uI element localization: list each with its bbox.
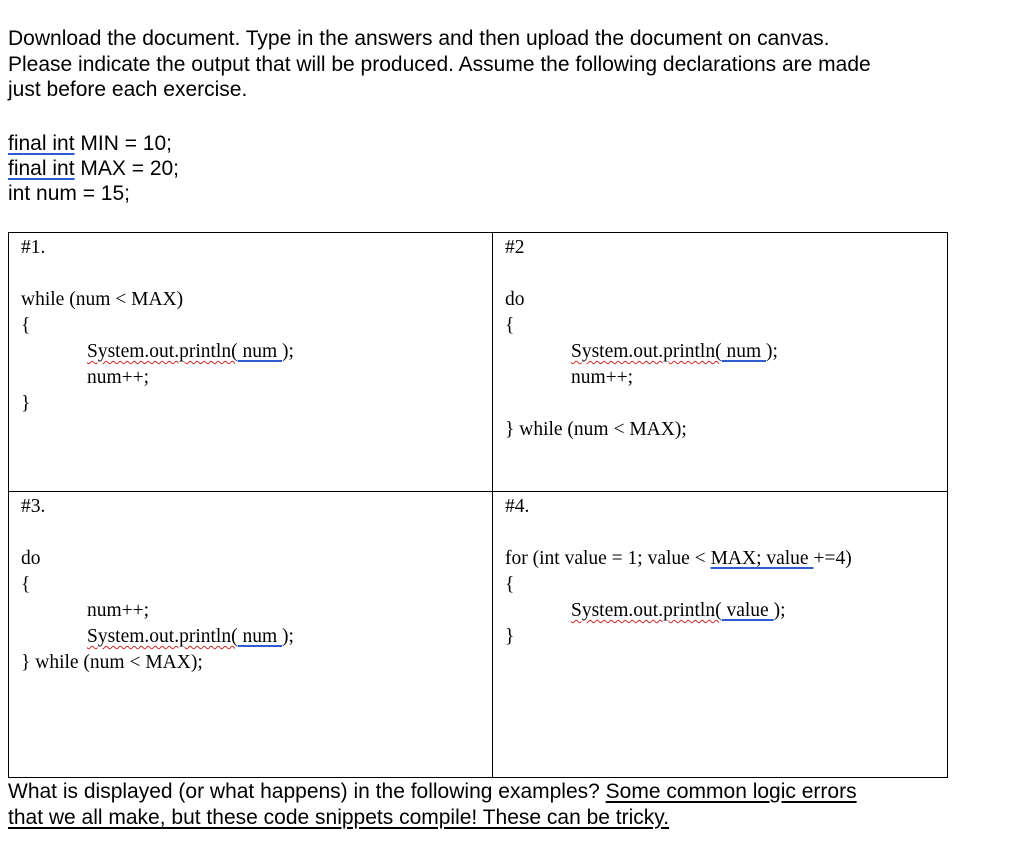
loop-header — [505, 546, 852, 572]
declaration-text: int num = 15; — [8, 182, 130, 205]
println-call: System.out.println( — [571, 600, 722, 621]
println-statement — [87, 339, 294, 365]
println-argument: value — [721, 600, 774, 621]
open-brace: { — [21, 574, 31, 595]
increment-statement: num++; — [87, 600, 150, 621]
println-argument: num — [237, 626, 283, 647]
for-header-end: +=4) — [813, 548, 852, 569]
exercise-table — [8, 232, 948, 778]
exercise-cell-3 — [9, 492, 493, 778]
exercise-cell-2 — [493, 233, 948, 492]
instructions-line-1: Download the document. Type in the answers and then upload the document on canvas. — [8, 27, 830, 50]
close-brace: } — [505, 626, 515, 647]
println-close: ); — [766, 341, 778, 362]
question-text: What is displayed (or what happens) in the following examples? — [8, 780, 606, 803]
question-footer — [8, 779, 1008, 830]
for-header-start: for (int value = 1; value < — [505, 548, 711, 569]
for-header-condition: MAX; value — [710, 548, 814, 569]
println-close: ); — [282, 626, 294, 647]
println-statement — [87, 624, 294, 650]
declaration-text: MAX = 20; — [74, 157, 180, 180]
println-close: ); — [773, 600, 786, 621]
declaration-keyword: final int — [8, 157, 75, 180]
exercise-3 — [9, 492, 492, 777]
println-argument: num — [237, 341, 283, 362]
loop-footer: } while (num < MAX); — [505, 419, 687, 440]
println-statement — [571, 598, 786, 624]
declaration-max — [8, 156, 179, 181]
exercise-label: #1. — [21, 237, 46, 258]
println-call: System.out.println( — [87, 341, 238, 362]
open-brace: { — [21, 315, 31, 336]
instructions — [8, 26, 998, 103]
exercise-4 — [493, 492, 947, 777]
println-argument: num — [721, 341, 767, 362]
declaration-keyword: final int — [8, 132, 75, 155]
loop-header: while (num < MAX) — [21, 289, 184, 310]
increment-statement: num++; — [87, 367, 150, 388]
increment-statement: num++; — [571, 367, 634, 388]
instructions-line-3: just before each exercise. — [8, 78, 248, 101]
question-note-1: Some common logic errors — [605, 780, 857, 803]
exercise-label: #4. — [505, 496, 530, 517]
println-call: System.out.println( — [87, 626, 238, 647]
println-statement — [571, 339, 778, 365]
loop-header: do — [21, 548, 41, 569]
declaration-min — [8, 131, 179, 156]
exercise-2 — [493, 233, 947, 491]
exercise-cell-1 — [9, 233, 493, 492]
println-call: System.out.println( — [571, 341, 722, 362]
exercise-label: #2 — [505, 237, 525, 258]
println-close: ); — [282, 341, 294, 362]
open-brace: { — [505, 315, 515, 336]
exercise-label: #3. — [21, 496, 46, 517]
exercise-1 — [9, 233, 492, 491]
declarations — [8, 131, 179, 206]
loop-footer: } while (num < MAX); — [21, 652, 203, 673]
instructions-line-2: Please indicate the output that will be produced. Assume the following declarations are made — [8, 52, 871, 76]
close-brace: } — [21, 393, 31, 414]
declaration-num — [8, 181, 179, 206]
loop-header: do — [505, 289, 525, 310]
declaration-text: MIN = 10; — [74, 132, 172, 155]
question-note-2: that we all make, but these code snippets compile! These can be tricky. — [8, 805, 670, 829]
exercise-cell-4 — [493, 492, 948, 778]
open-brace: { — [505, 574, 515, 595]
